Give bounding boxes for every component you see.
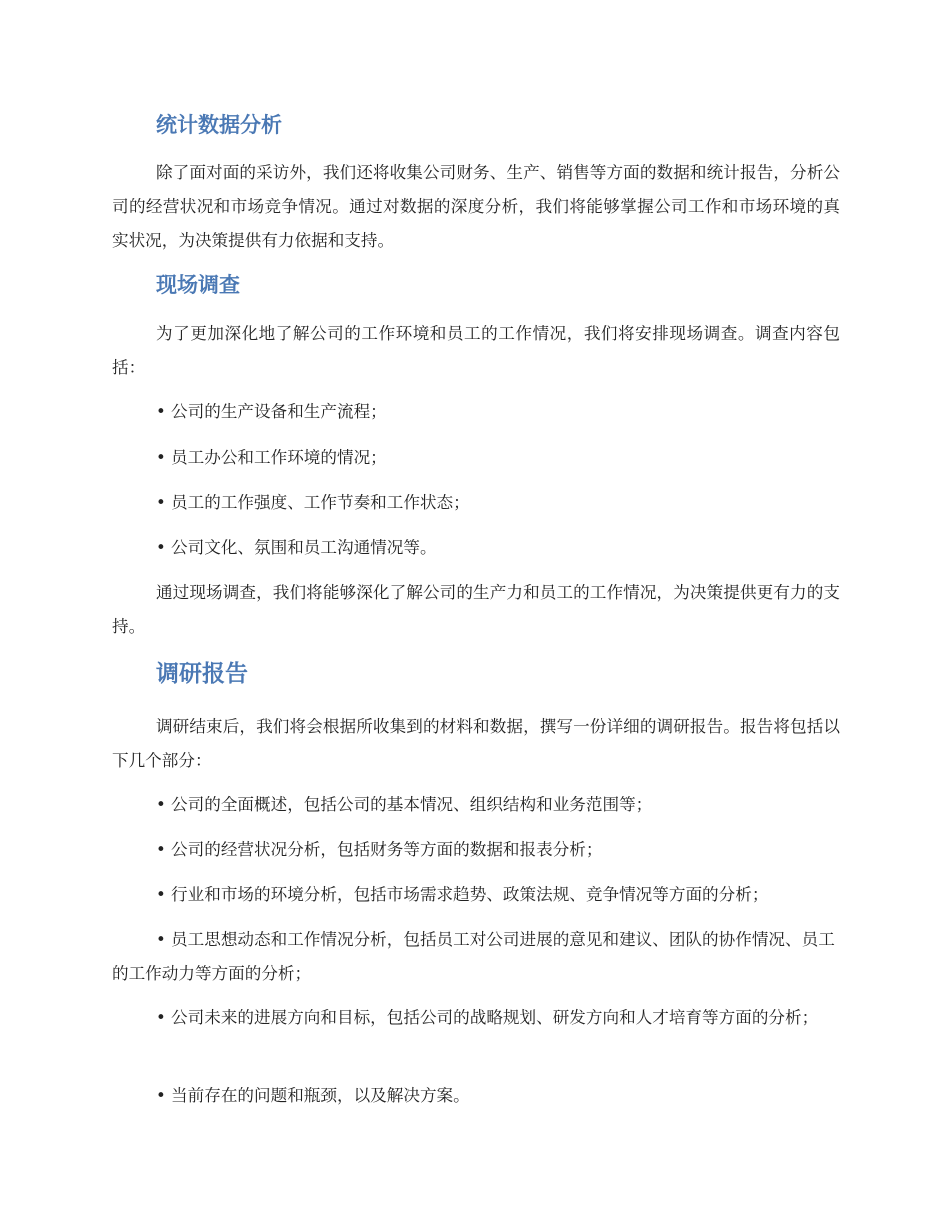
list-item: • 员工办公和工作环境的情况；: [156, 448, 387, 467]
list-item: • 员工的工作强度、工作节奏和工作状态；: [156, 493, 470, 512]
list-item: • 员工思想动态和工作情况分析，包括员工对公司进展的意见和建议、团队的协作情况、员工的工作动力等方面的分析；: [112, 930, 835, 983]
list-item: • 公司的全面概述，包括公司的基本情况、组织结构和业务范围等；: [156, 795, 653, 814]
list-item: • 公司的生产设备和生产流程；: [156, 402, 387, 421]
list-item: • 公司未来的进展方向和目标，包括公司的战略规划、研发方向和人才培育等方面的分析；: [156, 1008, 819, 1027]
paragraph-site-survey-conclusion: 通过现场调查，我们将能够深化了解公司的生产力和员工的工作情况，为决策提供更有力的支持。: [112, 583, 840, 636]
list-item: • 当前存在的问题和瓶颈，以及解决方案。: [156, 1086, 470, 1105]
paragraph-site-survey-intro: 为了更加深化地了解公司的工作环境和员工的工作情况，我们将安排现场调查。调查内容包括：: [112, 324, 840, 377]
section-heading-site-survey: 现场调查: [156, 273, 240, 297]
paragraph-statistics: 除了面对面的采访外，我们还将收集公司财务、生产、销售等方面的数据和统计报告，分析公司的经营状况和市场竞争情况。通过对数据的深度分析，我们将能够掌握公司工作和市场环境的真实状况，为决策提供有力依据和支持。: [112, 163, 840, 250]
section-heading-statistics: 统计数据分析: [156, 113, 282, 137]
paragraph-report-intro: 调研结束后，我们将会根据所收集到的材料和数据，撰写一份详细的调研报告。报告将包括以下几个部分：: [112, 717, 840, 770]
list-item: • 公司文化、氛围和员工沟通情况等。: [156, 538, 437, 557]
list-item: • 公司的经营状况分析，包括财务等方面的数据和报表分析；: [156, 840, 603, 859]
list-item: • 行业和市场的环境分析，包括市场需求趋势、政策法规、竞争情况等方面的分析；: [156, 885, 769, 904]
section-heading-report: 调研报告: [156, 661, 248, 687]
